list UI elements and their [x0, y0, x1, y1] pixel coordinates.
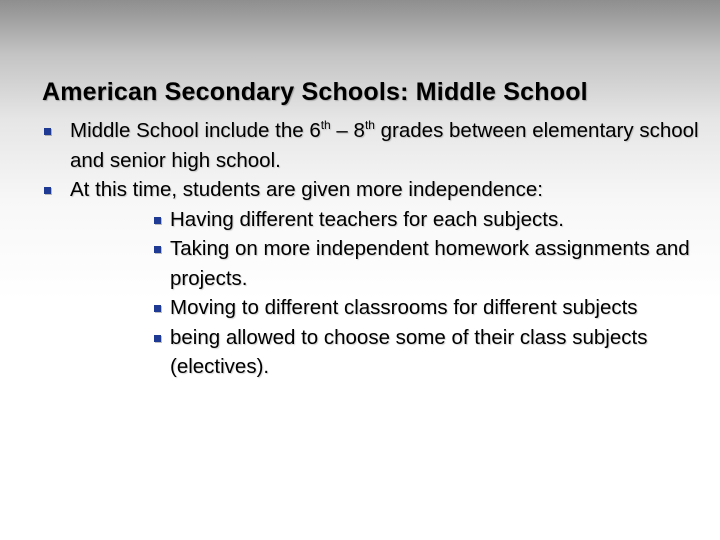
square-bullet-icon	[44, 187, 51, 194]
square-bullet-icon	[154, 335, 161, 342]
sub-bullet-text: Having different teachers for each subjects.	[170, 207, 564, 231]
slide-body	[42, 116, 702, 382]
sub-bullet-item	[42, 293, 702, 323]
sub-bullet-text: Taking on more independent homework assignments and projects.	[170, 237, 690, 290]
square-bullet-icon	[154, 305, 161, 312]
sub-bullet-item	[42, 323, 702, 382]
bullet-item	[42, 175, 702, 205]
square-bullet-icon	[44, 128, 51, 135]
sub-bullet-item	[42, 205, 702, 235]
bullet-text: Middle School include the 6th – 8th grades between elementary school and senior high school.	[70, 118, 699, 172]
sub-bullet-item	[42, 234, 702, 293]
bullet-text: At this time, students are given more independence:	[70, 178, 543, 201]
slide-title: American Secondary Schools: Middle School	[42, 78, 588, 106]
bullet-item	[42, 116, 702, 175]
sub-bullet-text: Moving to different classrooms for different subjects	[170, 296, 638, 319]
square-bullet-icon	[154, 217, 161, 224]
square-bullet-icon	[154, 246, 161, 253]
sub-bullet-text: being allowed to choose some of their class subjects (electives).	[170, 325, 648, 378]
